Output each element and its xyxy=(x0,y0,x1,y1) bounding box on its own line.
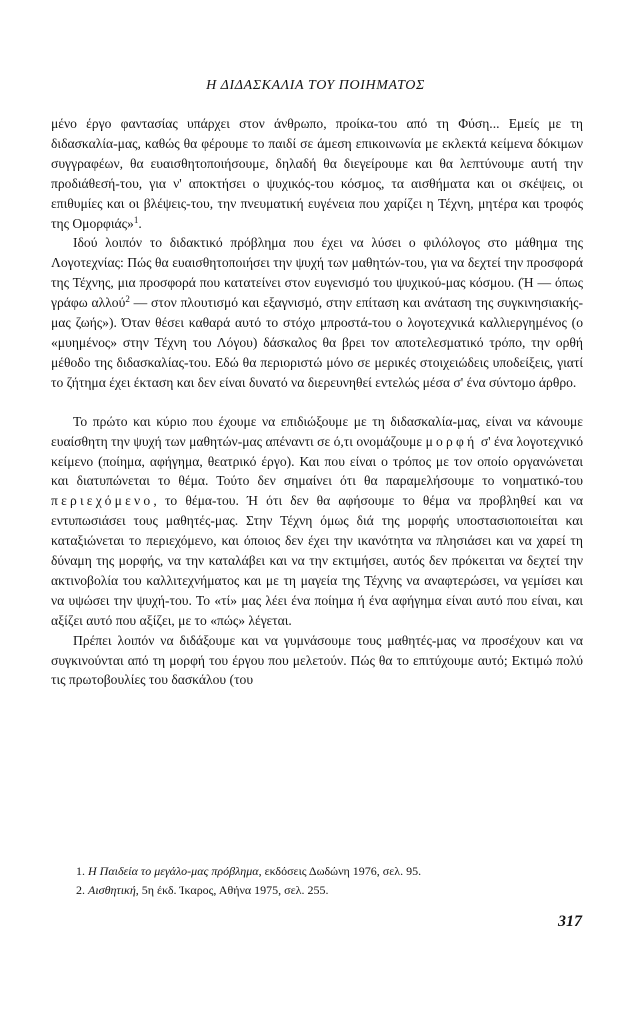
footnote-2-title: Αισθητική xyxy=(88,883,136,897)
paragraph-2 xyxy=(51,233,583,392)
running-head: Η ΔΙΔΑΣΚΑΛΙΑ ΤΟΥ ΠΟΙΗΜΑΤΟΣ xyxy=(206,78,425,93)
spaced-word-periexomeno: περιεχόμενο xyxy=(51,493,154,509)
paragraph-2-text: Ιδού λοιπόν το διδακτικό πρόβλημα που έχει να λύσει ο φιλόλογος στο μάθημα της Λογοτεχνίας: Πώς θα ευαισθητοποιήσει την ψυχή των μαθητών-του, για να δεχτεί την προσφορά της Τέχνης, μια προσφορά που κατατείνει στον ευγενισμό του ψυχικού-μας κόσμου. (Ή — όπως γράφω αλλού xyxy=(51,235,583,311)
footnote-1-details: , εκδόσεις Δωδώνη 1976, σελ. 95. xyxy=(258,864,422,878)
paragraph-3 xyxy=(51,412,583,631)
footnote-1-number: 1. xyxy=(76,864,85,878)
footnote-1 xyxy=(51,862,583,881)
paragraph-1 xyxy=(51,114,583,233)
paragraph-1-end: . xyxy=(138,215,142,231)
footnote-2-details: , 5η έκδ. Ίκαρος, Αθήνα 1975, σελ. 255. xyxy=(135,883,329,897)
footnote-ref-2: 2 xyxy=(125,294,130,305)
paragraph-3-text-a: Το πρώτο και κύριο που έχουμε να επιδιώξουμε με τη διδασκαλία-μας, είναι να κάνουμε ευαίσθητη την ψυχή των μαθητών-μας απέναντι σε ό,τι ονομάζουμε xyxy=(51,413,583,449)
footnotes xyxy=(51,862,583,900)
paragraph-4-text: Πρέπει λοιπόν να διδάξουμε και να γυμνάσουμε τους μαθητές-μας να προσέχουν και να συγκινούνται από τη μορφή του έργου που μελετούν. Πώς θα το επιτύχουμε αυτό; Εκτιμώ πολύ τις πρωτοβουλίες του δασκάλου (του xyxy=(51,632,583,688)
body-text xyxy=(51,114,583,690)
footnote-2-number: 2. xyxy=(76,883,85,897)
paragraph-2-end: — στον πλουτισμό και εξαγνισμό, στην επίταση και ανάταση της συγκινησιακής-μας ζωής»). Όταν θέσει καθαρά αυτό το στόχο μπροστά-του ο λογοτεχνικά καλλιεργημένος (ο «μυημένος» στην Τέχνη του Λόγου) δάσκαλος θα βρει τον αποτελεσματικό τρόπο, την ορθή μέθοδο της διδασκαλίας-του. Εδώ θα περιοριστώ μόνο σε μερικές στοιχειώδεις υποδείξεις, γιατί το ζήτημα έχει έκταση και δεν είναι δυνατό να διερευνηθεί εντελώς μέσα σ' ένα σύντομο άρθρο. xyxy=(51,295,583,390)
paragraph-4 xyxy=(51,631,583,691)
paragraph-3-text-b: σ' ένα λογοτεχνικό κείμενο (ποίημα, αφήγημα, θεατρικό έργο). Και που είναι ο τρόπος με τον οποίο οργανώνεται και διατυπώνεται το θέμα. Τούτο δεν σημαίνει ότι θα παραμελήσουμε το νοηματικό-του xyxy=(51,433,583,489)
footnote-1-title: Η Παιδεία το μεγάλο-μας πρόβλημα xyxy=(88,864,259,878)
page-number: 317 xyxy=(558,913,582,930)
footnote-2 xyxy=(51,881,583,900)
paragraph-3-text-c: , το θέμα-του. Ή ότι δεν θα αφήσουμε το θέμα να προβληθεί και να εντυπωσιάσει τους μαθητές-μας. Στην Τέχνη όμως διά της μορφής υποστασιοποιείται και καταξιώνεται το περιεχόμενο, και όποιος δεν έχει την ικανότητα να πλησιάσει και να χαρεί τη δύναμη της μορφής, να την καταλάβει και να την εκτιμήσει, αυτός δεν πρόκειται να δεχτεί την ακτινοβολία του καλλιτεχνήματος και με τη μαγεία της Τέχνης να αναφτερώσει, να γεμίσει και να υψώσει την ψυχή-του. Το «τί» μας λέει ένα ποίημα ή ένα αφήγημα είναι αυτό που είναι, και αξίζει αυτό που αξίζει, με το «πώς» λέγεται. xyxy=(51,493,583,628)
paragraph-1-text: μένο έργο φαντασίας υπάρχει στον άνθρωπο, προίκα-του από τη Φύση... Εμείς με τη διδασκαλία-μας, καθώς θα φέρουμε το παιδί σε άμεση επικοινωνία με εκλεκτά κείμενα δόκιμων συγγραφέων, θα ευαισθητοποιήσουμε, δηλαδή θα διεγείρουμε και θα λεπτύνουμε αυτή την προδιάθεσή-του, για ν' αποκτήσει ο ψυχικός-του κόσμος, τα αισθήματα και οι σκέψεις, οι επιθυμίες και οι βλέψεις-του, την πνευματική ευγένεια που χαρίζει η Τέχνη, μητέρα και τροφός της Ομορφιάς» xyxy=(51,116,583,231)
footnote-ref-1: 1 xyxy=(133,214,139,225)
spaced-word-morfi: μορφή xyxy=(425,433,478,449)
